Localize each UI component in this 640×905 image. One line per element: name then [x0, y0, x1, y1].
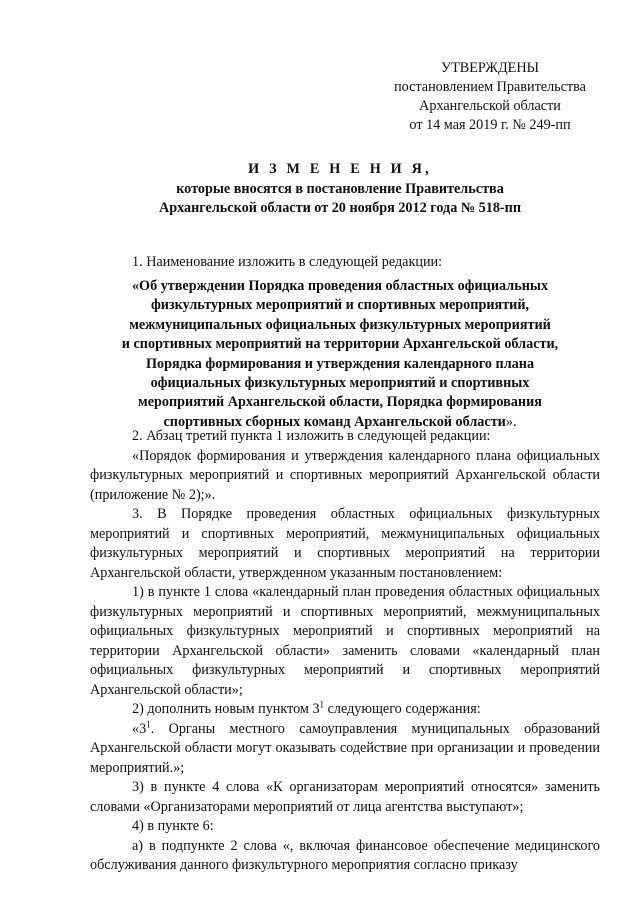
quote-line: Порядка формирования и утверждения календарного плана: [145, 355, 535, 372]
paragraph-3-1: 1) в пункте 1 слова «календарный план проведения областных официальных физкультурных мероприятий и спортивных мероприятий, межмуниципальных официальных физкультурных мероприятий и спортивных мероприятий на территории Архангельской области» заменить словами «календарный план официальных физкультурных мероприятий и спортивных мероприятий Архангельской области»;: [90, 584, 600, 698]
p3-2-superscript: 1: [319, 699, 325, 710]
title-subtitle-2: Архангельской области от 20 ноября 2012 года № 518-пп: [158, 200, 521, 216]
quote-line: физкультурных мероприятий и спортивных мероприятий,: [150, 297, 530, 314]
approval-stamp: [370, 59, 610, 135]
quote-line-text: спортивных сборных команд Архангельской области: [163, 413, 506, 430]
approval-line-3: Архангельской области: [419, 98, 561, 114]
p3-2-text: 2) дополнить новым пунктом 3: [132, 701, 320, 717]
quote-line: межмуниципальных официальных физкультурных мероприятий: [129, 316, 551, 333]
quote-line: и спортивных мероприятий на территории Архангельской области,: [121, 336, 559, 353]
paragraph-2: 2. Абзац третий пункта 1 изложить в следующей редакции:: [132, 428, 491, 444]
approval-line-4: от 14 мая 2019 г. № 249-пп: [409, 117, 571, 133]
paragraph-3-2: [90, 700, 600, 720]
paragraph-2-quote: «Порядок формирования и утверждения календарного плана официальных физкультурных мероприятий и спортивных мероприятий Архангельской области (приложение № 2);».: [90, 447, 600, 503]
paragraph-3: 3. В Порядке проведения областных официальных физкультурных мероприятий и спортивных мероприятий, межмуниципальных официальных физкультурных мероприятий и спортивных мероприятий на территории Архангельской области, утвержденном указанным постановлением:: [90, 506, 600, 581]
quote-line: мероприятий Архангельской области, Порядка формирования: [138, 394, 542, 411]
title-heading: И З М Е Н Е Н И Я,: [248, 161, 432, 177]
p3-2q-text: «3: [132, 720, 147, 737]
p3-2q-superscript: 1: [146, 718, 151, 729]
paragraph-3-2-quote: [90, 720, 600, 779]
quote-end: ».: [505, 413, 517, 430]
quote-line: официальных физкультурных мероприятий и спортивных: [150, 375, 530, 392]
document-body: [90, 427, 600, 876]
paragraph-3-4-a: а) в подпункте 2 слова «, включая финансовое обеспечение медицинского обслуживания данного физкультурного мероприятия согласно приказу: [90, 837, 600, 873]
approval-line-2: постановлением Правительства: [394, 79, 586, 95]
paragraph-3-3: 3) в пункте 4 слова «К организаторам мероприятий относятся» заменить словами «Организаторами мероприятий от лица агентства выступают»;: [90, 779, 600, 815]
quote-line: «Об утверждении Порядка проведения областных официальных: [131, 278, 549, 294]
item-1: 1. Наименование изложить в следующей редакции:: [132, 254, 443, 270]
paragraph-3-4: 4) в пункте 6:: [132, 818, 214, 834]
approval-line-1: УТВЕРЖДЕНЫ: [441, 60, 539, 76]
new-name-quote: [80, 277, 600, 432]
p3-2q-text-end: . Органы местного самоуправления муниципальных образований Архангельской области могут оказывать содействие при организации и проведении мероприятий.»;: [90, 720, 600, 776]
p3-2-text-end: следующего содержания:: [324, 701, 481, 717]
title-subtitle-1: которые вносятся в постановление Правительства: [176, 180, 504, 197]
document-title: [80, 160, 600, 219]
